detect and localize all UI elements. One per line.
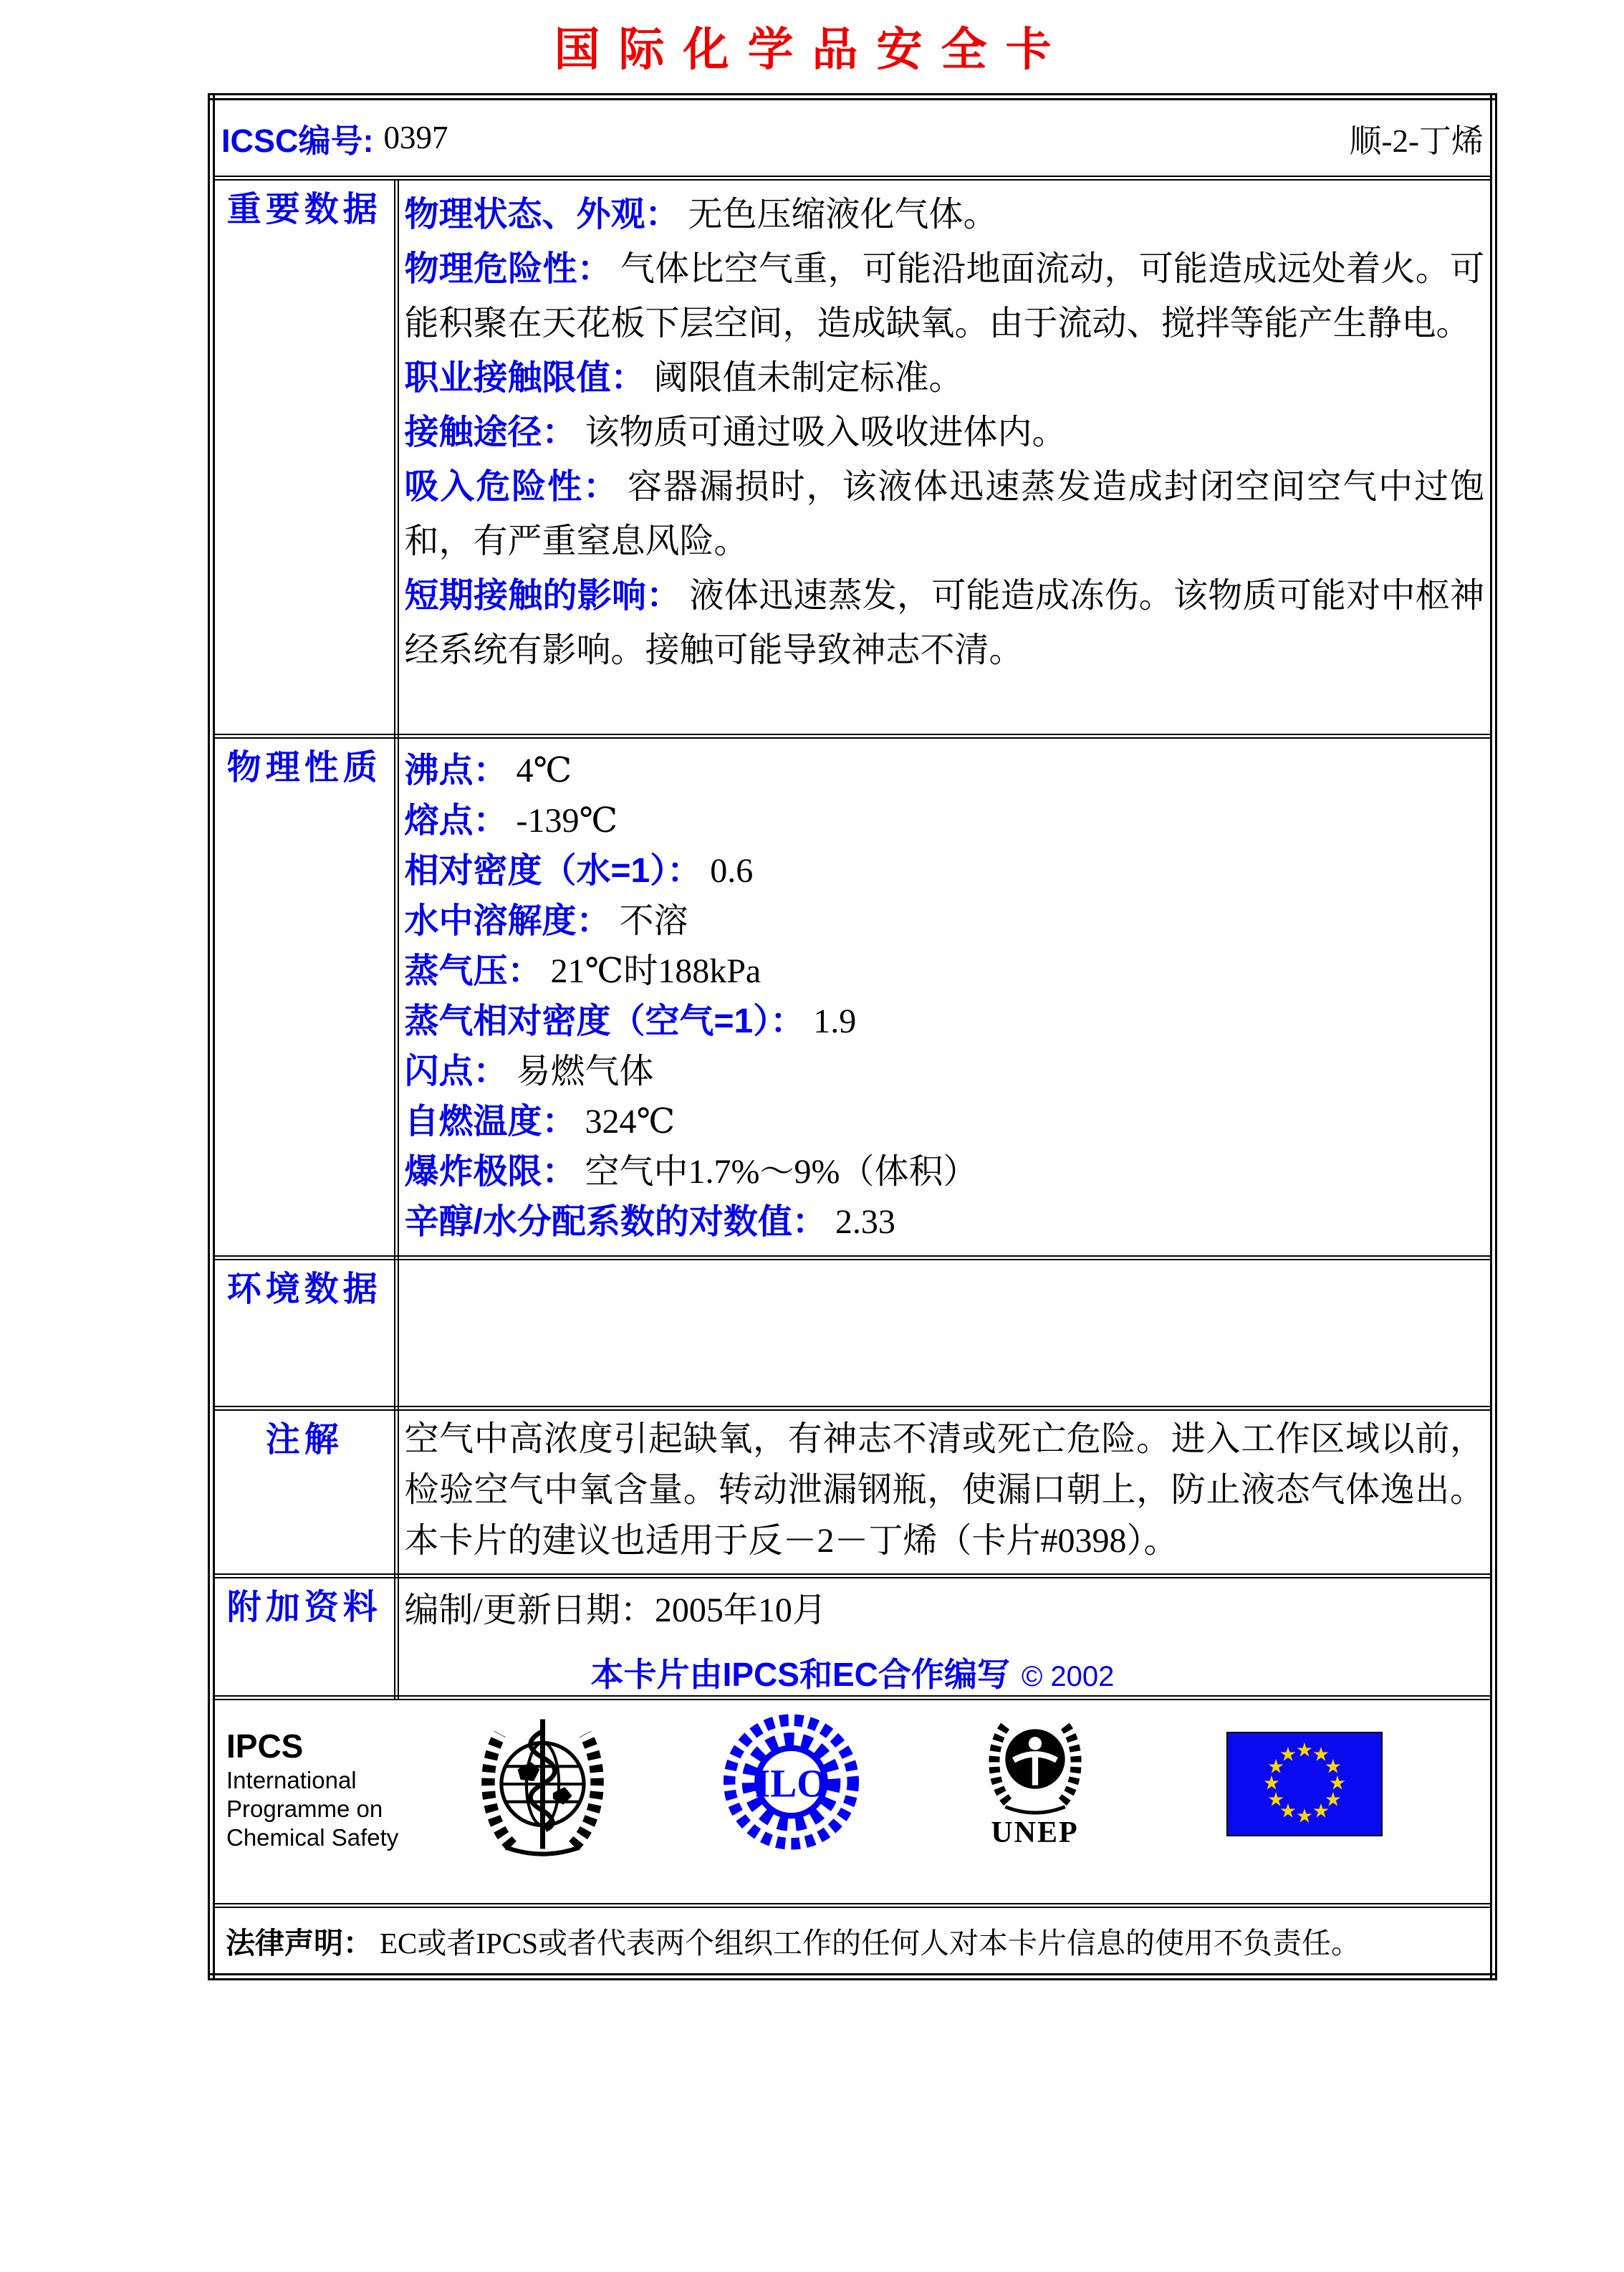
ilo-logo-text: ILO — [754, 1762, 828, 1806]
prop-label: 爆炸极限： — [404, 1152, 577, 1191]
unep-logo-text: UNEP — [991, 1816, 1079, 1849]
prop-autoignition-temp — [405, 1097, 1485, 1147]
environmental-data-row — [211, 1257, 1494, 1408]
prop-value: 21℃时188kPa — [550, 952, 761, 990]
field-label: 物理状态、外观： — [404, 195, 680, 234]
prop-flash-point — [405, 1047, 1485, 1097]
prop-label: 相对密度（水=1）： — [404, 851, 702, 890]
row-label-additional-info: 附加资料 — [226, 1588, 382, 1626]
eu-star-icon: ★ — [1312, 1800, 1330, 1823]
eu-star-icon: ★ — [1295, 1805, 1314, 1827]
field-inhalation-risk — [405, 460, 1485, 569]
update-date-label: 编制/更新日期： — [404, 1591, 655, 1629]
prop-value: 1.9 — [813, 1002, 857, 1040]
page-title: 国际化学品安全卡 — [554, 24, 1070, 77]
field-physical-state — [405, 188, 1485, 242]
field-value: 容器漏损时，该液体迅速蒸发造成封闭空间空气中过饱和，有严重窒息风险。 — [404, 467, 1484, 560]
prop-octanol-water — [405, 1197, 1485, 1247]
chemical-name: 顺-2-丁烯 — [1349, 123, 1484, 159]
field-value: 阈限值未制定标准。 — [653, 358, 964, 397]
eu-star-icon: ★ — [1267, 1755, 1285, 1778]
field-label: 吸入危险性： — [404, 467, 619, 506]
physical-properties-row — [211, 736, 1494, 1257]
header-row — [211, 97, 1494, 178]
prop-value: -139℃ — [516, 801, 618, 840]
field-label: 职业接触限值： — [404, 358, 645, 397]
notes-text: 空气中高浓度引起缺氧，有神志不清或死亡危险。进入工作区域以前，检验空气中氧含量。转动泄漏钢瓶，使漏口朝上，防止液态气体逸出。本卡片的建议也适用于反－2－丁烯（卡片#0398）。 — [404, 1419, 1485, 1560]
eu-star-icon: ★ — [1324, 1755, 1342, 1778]
unep-logo-icon — [976, 1709, 1094, 1850]
field-exposure-limit — [405, 351, 1485, 406]
icsc-card-table — [208, 93, 1497, 1980]
row-label-physical-properties: 物理性质 — [226, 748, 382, 787]
prop-label: 沸点： — [404, 751, 508, 790]
prop-value: 不溶 — [619, 901, 688, 940]
icsc-number-label: ICSC编号: — [221, 122, 374, 159]
icsc-number-value: 0397 — [383, 120, 448, 156]
prop-label: 蒸气相对密度（空气=1）： — [404, 1002, 805, 1040]
important-data-row — [211, 178, 1494, 736]
eu-flag-icon — [1226, 1732, 1383, 1836]
eu-star-icon: ★ — [1312, 1743, 1330, 1766]
prop-label: 熔点： — [404, 801, 508, 840]
prop-relative-density — [405, 846, 1485, 896]
prop-value: 空气中1.7%～9%（体积） — [585, 1152, 978, 1191]
prop-vapor-density — [405, 997, 1485, 1047]
ipcs-acronym: IPCS — [226, 1727, 304, 1765]
prop-water-solubility — [405, 896, 1485, 946]
field-value: 液体迅速蒸发，可能造成冻伤。该物质可能对中枢神经系统有影响。接触可能导致神志不清。 — [404, 576, 1484, 669]
prop-melting-point — [405, 796, 1485, 846]
prop-value: 324℃ — [585, 1102, 676, 1141]
eu-star-icon: ★ — [1295, 1739, 1314, 1761]
prop-label: 自燃温度： — [404, 1102, 577, 1141]
prop-value: 4℃ — [516, 751, 572, 790]
prop-vapor-pressure — [405, 946, 1485, 997]
field-exposure-route — [405, 406, 1485, 460]
field-update-date — [405, 1586, 1485, 1636]
field-value: 无色压缩液化气体。 — [688, 195, 998, 234]
eu-star-icon: ★ — [1279, 1743, 1297, 1766]
caption-copyright: © 2002 — [1021, 1660, 1115, 1692]
legal-text: EC或者IPCS或者代表两个组织工作的任何人对本卡片信息的使用不负责任。 — [380, 1926, 1360, 1960]
ipcs-line: Chemical Safety — [226, 1823, 399, 1851]
eu-star-icon: ★ — [1279, 1800, 1297, 1823]
prop-value: 2.33 — [835, 1202, 895, 1241]
logos-row — [211, 1697, 1494, 1905]
field-value: 该物质可通过吸入吸收进体内。 — [585, 413, 1067, 451]
prop-label: 辛醇/水分配系数的对数值： — [404, 1202, 827, 1241]
field-label: 短期接触的影响： — [404, 576, 681, 615]
ipcs-line: International — [226, 1766, 357, 1793]
field-label: 接触途径： — [404, 413, 577, 451]
prop-label: 水中溶解度： — [404, 901, 611, 940]
prop-boiling-point — [405, 746, 1485, 796]
field-physical-danger — [405, 242, 1485, 351]
field-label: 物理危险性： — [404, 249, 612, 288]
legal-label: 法律声明： — [226, 1926, 373, 1960]
row-label-environmental-data: 环境数据 — [226, 1270, 382, 1308]
prop-explosive-limits — [405, 1147, 1485, 1197]
field-value: 气体比空气重，可能沿地面流动，可能造成远处着火。可能积聚在天花板下层空间，造成缺氧。由于流动、搅拌等能产生静电。 — [404, 249, 1484, 342]
prop-label: 闪点： — [404, 1052, 508, 1091]
field-short-term-effects — [405, 569, 1485, 678]
update-date-value: 2005年10月 — [654, 1591, 827, 1629]
who-logo-icon — [476, 1709, 609, 1863]
footer-caption — [215, 1649, 1490, 1696]
legal-row — [211, 1905, 1494, 1977]
notes-row — [211, 1408, 1494, 1576]
prop-label: 蒸气压： — [404, 952, 542, 990]
caption-text: 本卡片由IPCS和EC合作编写 — [590, 1655, 1010, 1693]
eu-star-icon: ★ — [1262, 1772, 1281, 1794]
ilo-logo-icon — [725, 1710, 857, 1857]
prop-value: 易燃气体 — [516, 1052, 654, 1091]
ipcs-text-block — [226, 1726, 398, 1852]
prop-value: 0.6 — [710, 851, 754, 890]
row-label-notes: 注解 — [265, 1420, 343, 1459]
eu-star-icon: ★ — [1328, 1772, 1347, 1794]
eu-star-icon: ★ — [1324, 1788, 1342, 1811]
eu-star-icon: ★ — [1267, 1788, 1285, 1811]
ipcs-line: Programme on — [226, 1795, 383, 1822]
row-label-important-data: 重要数据 — [226, 190, 382, 229]
